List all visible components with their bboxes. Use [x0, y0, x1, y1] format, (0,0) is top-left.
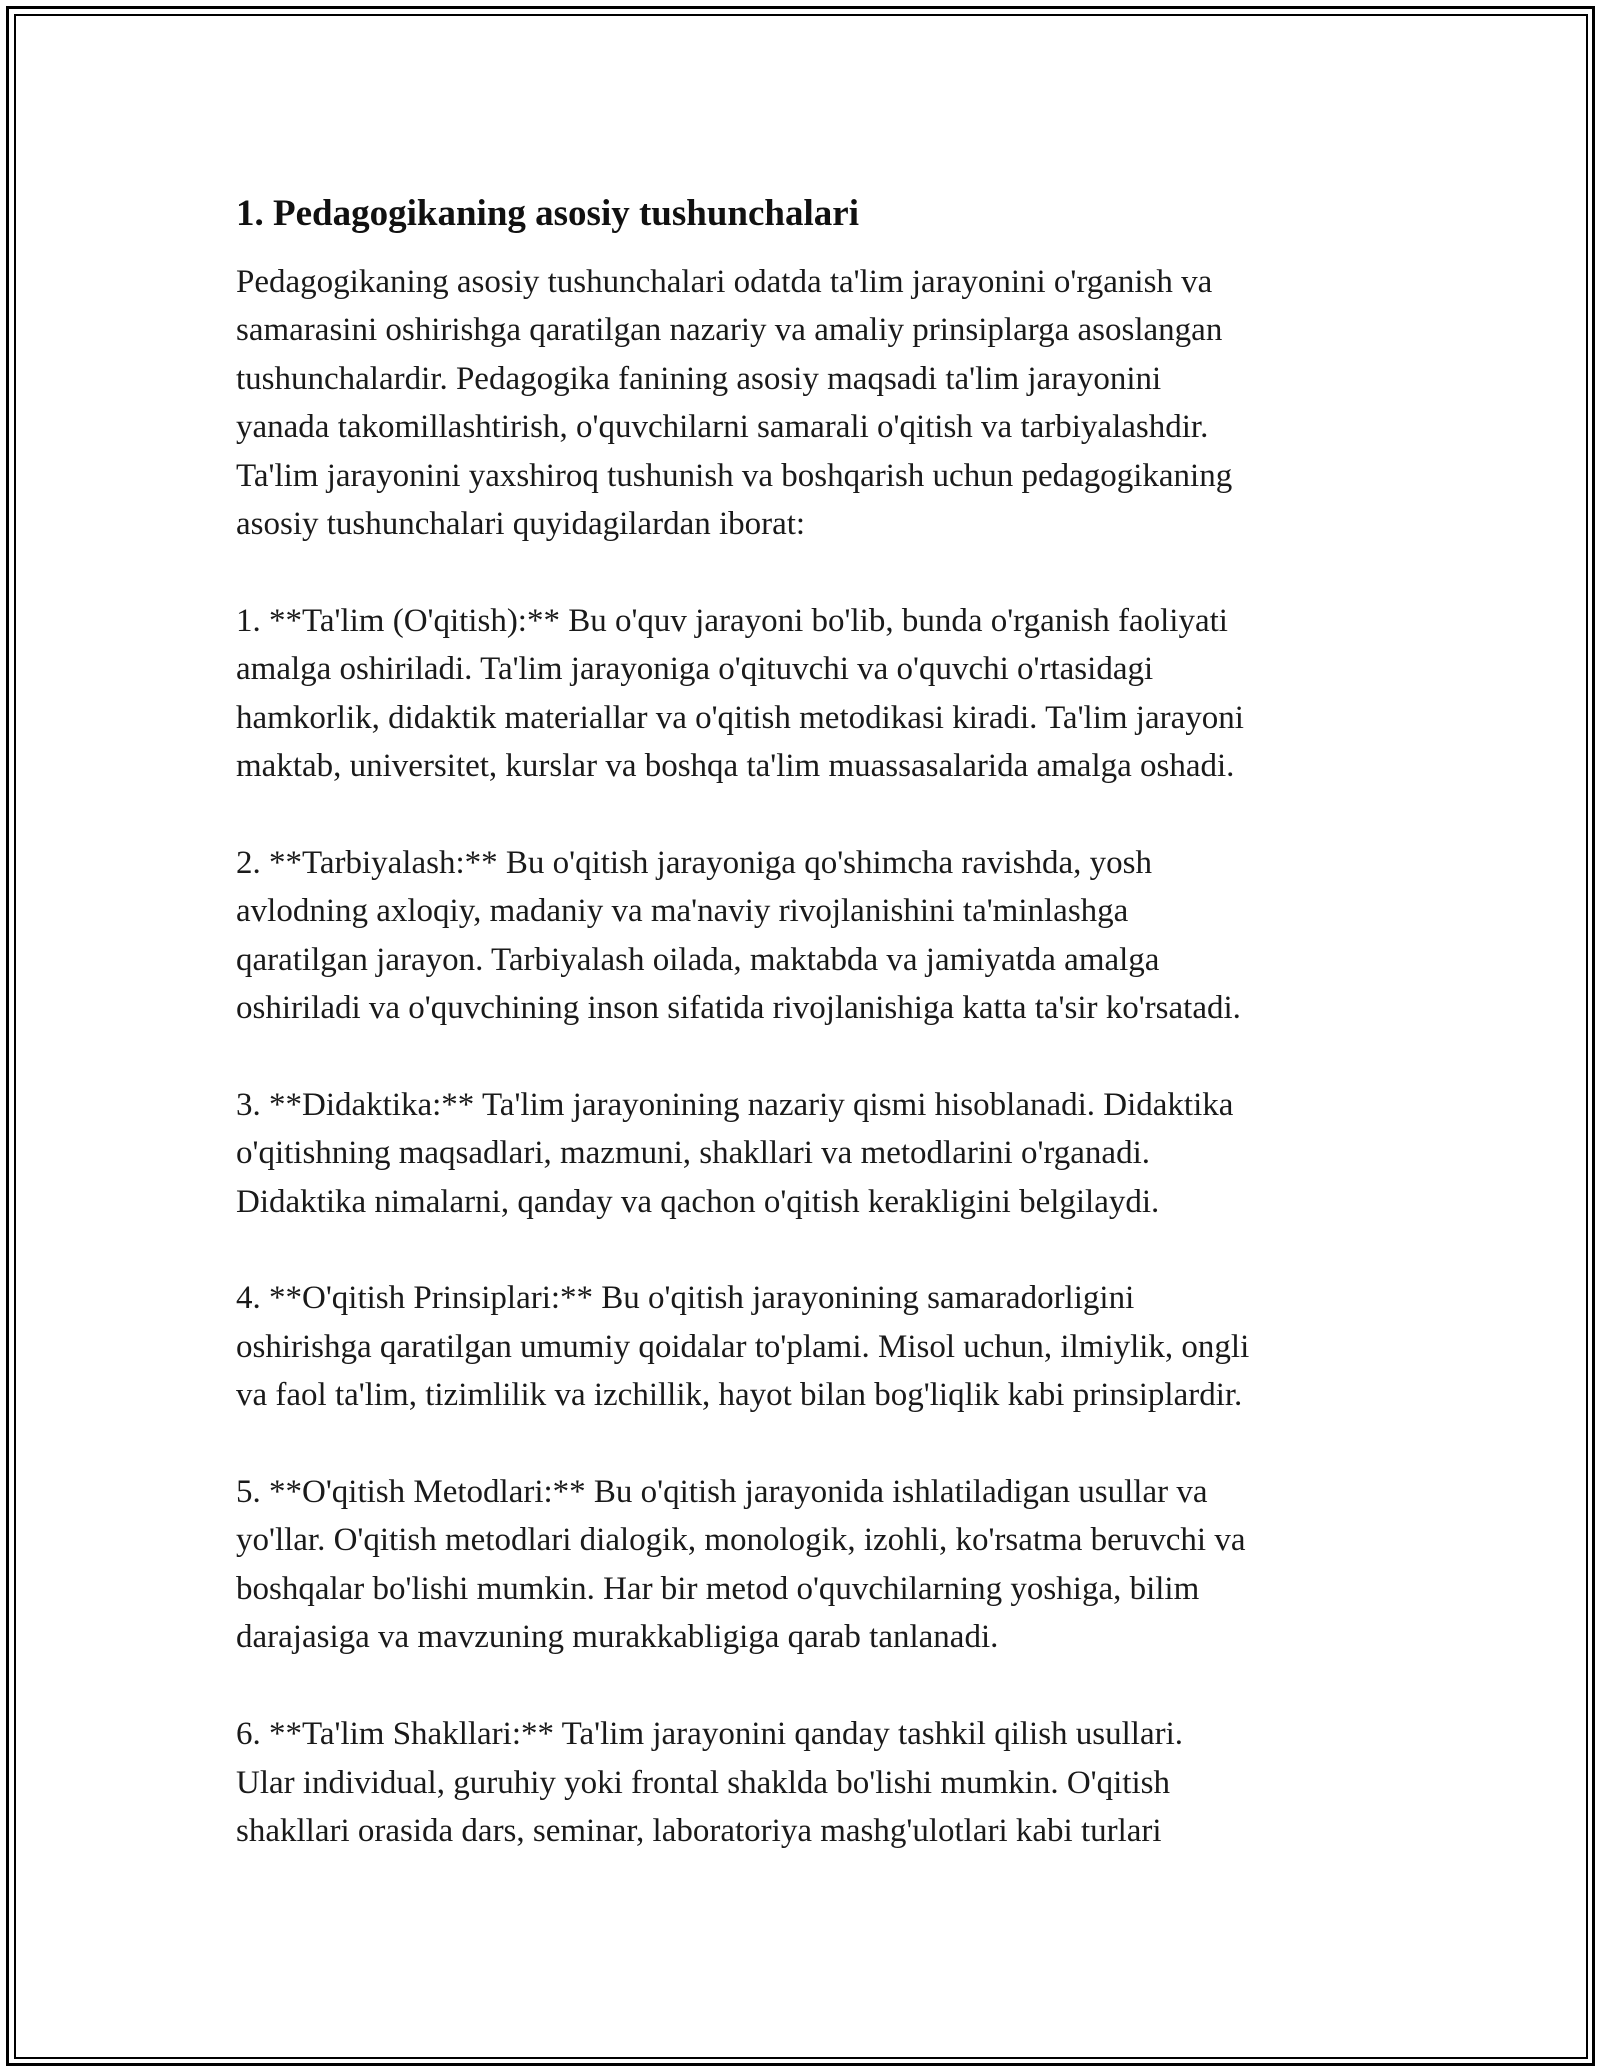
- paragraph-oqitish-metodlari: 5. **O'qitish Metodlari:** Bu o'qitish jarayonida ishlatiladigan usullar va yo'llar. O'qitish metodlari dialogik, monologik, izohli, ko'rsatma beruvchi va boshqalar bo'lishi mumkin. Har bir metod o'quvchilarning yoshiga, bilim darajasiga va mavzuning murakkabligiga qarab tanlanadi.: [236, 1474, 1246, 1656]
- paragraph-oqitish-prinsiplari: 4. **O'qitish Prinsiplari:** Bu o'qitish jarayonining samaradorligini oshirishga qaratilgan umumiy qoidalar to'plami. Misol uchun, ilmiylik, ongli va faol ta'lim, tizimlilik va izchillik, hayot bilan bog'liqlik kabi prinsiplardir.: [236, 1280, 1250, 1414]
- paragraph-talim: 1. **Ta'lim (O'qitish):** Bu o'quv jarayoni bo'lib, bunda o'rganish faoliyati amalga oshiriladi. Ta'lim jarayoniga o'qituvchi va o'quvchi o'rtasidagi hamkorlik, didaktik materiallar va o'qitish metodikasi kiradi. Ta'lim jarayoni maktab, universitet, kurslar va boshqa ta'lim muassasalarida amalga oshadi.: [236, 602, 1244, 785]
- section-heading: 1. Pedagogikaning asosiy tushunchalari: [236, 193, 859, 234]
- paragraph-tarbiyalash: 2. **Tarbiyalash:** Bu o'qitish jarayoniga qo'shimcha ravishda, yosh avlodning axloqiy, madaniy va ma'naviy rivojlanishini ta'minlashga qaratilgan jarayon. Tarbiyalash oilada, maktabda va jamiyatda amalga oshiriladi va o'quvchining inson sifatida rivojlanishiga katta ta'sir ko'rsatadi.: [236, 844, 1241, 1027]
- paragraph-talim-shakllari: 6. **Ta'lim Shakllari:** Ta'lim jarayonini qanday tashkil qilish usullari. Ular individual, guruhiy yoki frontal shaklda bo'lishi mumkin. O'qitish shakllari orasida dars, seminar, laboratoriya mashg'ulotlari kabi turlari: [236, 1716, 1184, 1849]
- paragraph-didaktika: 3. **Didaktika:** Ta'lim jarayonining nazariy qismi hisoblanadi. Didaktika o'qitishning maqsadlari, mazmuni, shakllari va metodlarini o'rganadi. Didaktika nimalarni, qanday va qachon o'qitish kerakligini belgilaydi.: [236, 1086, 1234, 1220]
- document-body: [236, 190, 1386, 1855]
- intro-paragraph: Pedagogikaning asosiy tushunchalari odatda ta'lim jarayonini o'rganish va samarasini oshirishga qaratilgan nazariy va amaliy prinsiplarga asoslangan tushunchalardir. Pedagogika fanining asosiy maqsadi ta'lim jarayonini yanada takomillashtirish, o'quvchilarni samarali o'qitish va tarbiyalashdir. Ta'lim jarayonini yaxshiroq tushunish va boshqarish uchun pedagogikaning asosiy tushunchalari quyidagilardan iborat:: [236, 264, 1233, 543]
